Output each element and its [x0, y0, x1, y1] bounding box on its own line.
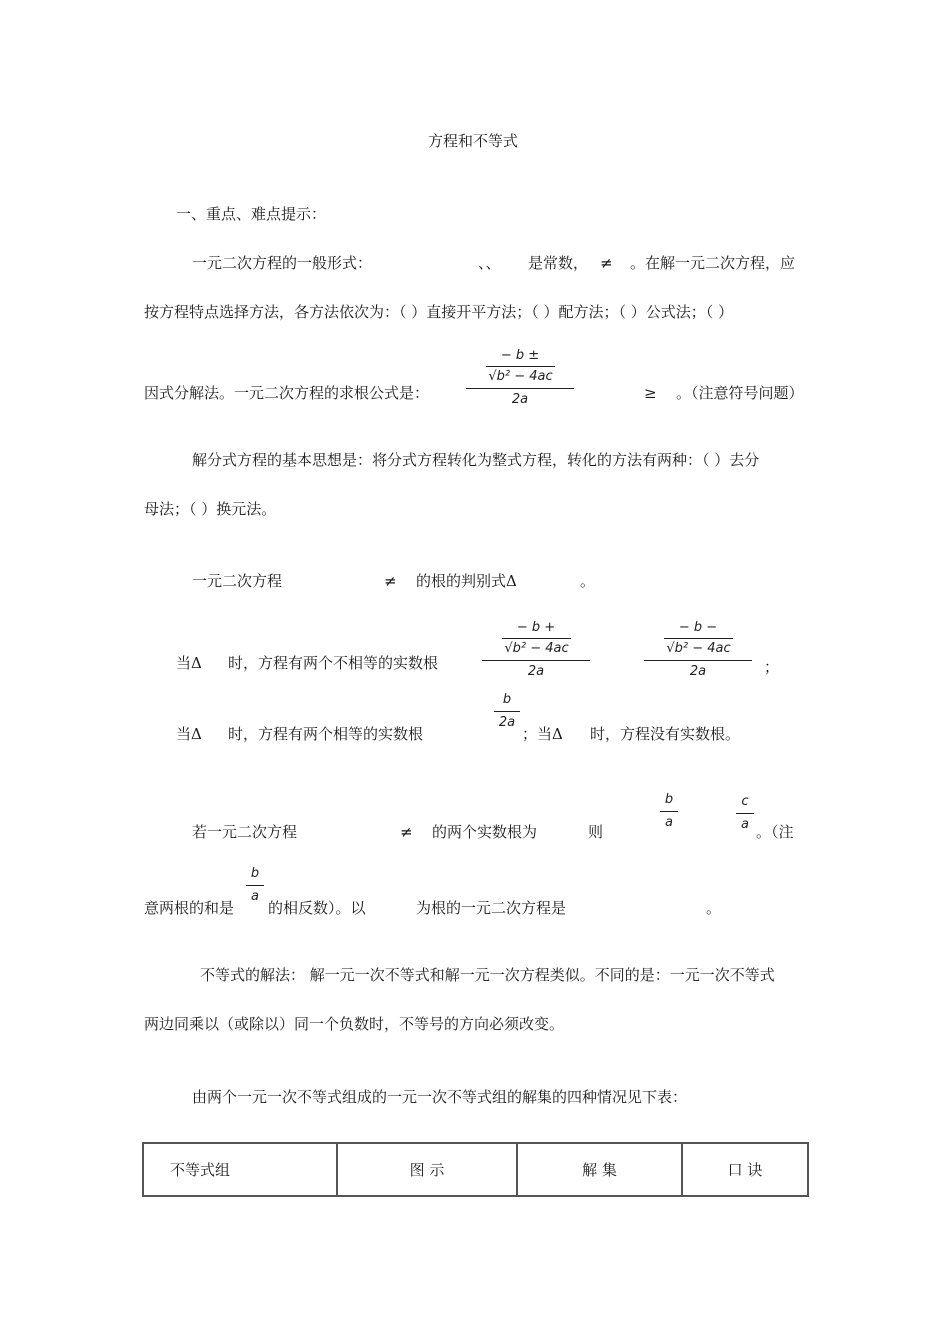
double-root-denominator: 2a [498, 715, 516, 730]
p2-line2: 母法；（ ）换元法。 [144, 500, 277, 518]
opposite-fraction-denominator: a [251, 889, 259, 904]
p1-line1-ne: ≠ [600, 254, 613, 272]
p4-line1-b: 的两个实数根为 [432, 823, 538, 841]
p5-line1: 不等式的解法： 解一元一次不等式和解一元一次方程类似。不同的是：一元一次不等式 [200, 966, 775, 984]
root2-radicand: √b² − 4ac [664, 638, 732, 659]
root2-denominator: 2a [689, 664, 707, 679]
p4-line2-c: 为根的一元二次方程是 [416, 899, 567, 917]
opposite-fraction [246, 864, 264, 907]
p1-line1-b: 、、 [478, 254, 501, 272]
quadratic-formula [466, 346, 574, 410]
formula-radicand: √b² − 4ac [486, 366, 554, 387]
p3-line2-a: 当Δ [176, 654, 202, 672]
table-header-diagram: 图 示 [337, 1143, 517, 1196]
opposite-fraction-numerator: b [250, 866, 260, 881]
p1-line3-a: 因式分解法。一元二次方程的求根公式是： [144, 384, 430, 402]
formula-denominator: 2a [511, 392, 529, 407]
double-root-formula [494, 690, 520, 733]
p4-line1-ne: ≠ [400, 823, 413, 841]
product-fraction-numerator: c [741, 794, 749, 809]
product-fraction-bar [736, 813, 754, 814]
p3-line2-end: ； [764, 658, 780, 676]
p3-line3-d: 时，方程没有实数根。 [590, 725, 741, 743]
p3-line1-ne: ≠ [384, 572, 397, 590]
p4-line2-end: 。 [706, 899, 722, 917]
root1-formula [482, 618, 590, 682]
table-header-row [143, 1143, 808, 1196]
p1-line1-a: 一元二次方程的一般形式： [192, 254, 373, 272]
p3-line3-a: 当Δ [176, 725, 202, 743]
table-header-mnemonic: 口 诀 [682, 1143, 808, 1196]
p3-line1-a: 一元二次方程 [192, 572, 283, 590]
p3-line1-c: 。 [580, 572, 596, 590]
root1-denominator: 2a [527, 664, 545, 679]
double-root-bar [494, 711, 520, 712]
p5-line2: 两边同乘以（或除以）同一个负数时，不等号的方向必须改变。 [144, 1015, 565, 1033]
sum-fraction [660, 790, 678, 833]
section-heading: 一、重点、难点提示： [176, 205, 327, 223]
root2-numerator: − b − √b² − 4ac [644, 618, 752, 659]
p4-line1-end: 。（注 [756, 823, 794, 841]
root1-numerator: − b + √b² − 4ac [482, 618, 590, 659]
p4-line1-c: 则 [588, 823, 604, 841]
p4-line2-b: 的相反数）。以 [268, 899, 366, 917]
sum-fraction-numerator: b [664, 792, 674, 807]
p1-line1-c: 是常数， [528, 254, 589, 272]
root1-radicand: √b² − 4ac [502, 638, 570, 659]
sum-fraction-denominator: a [665, 815, 673, 830]
p4-line1-a: 若一元二次方程 [192, 823, 298, 841]
product-fraction [736, 792, 754, 835]
p2-line1: 解分式方程的基本思想是：将分式方程转化为整式方程，转化的方法有两种：（ ）去分 [192, 451, 760, 469]
p3-line2-b: 时，方程有两个不相等的实数根 [228, 654, 439, 672]
opposite-fraction-bar [246, 885, 264, 886]
p1-line3-ge: ≥ [644, 384, 657, 402]
inequality-system-table [142, 1142, 809, 1197]
p6-line1: 由两个一元一次不等式组成的一元一次不等式组的解集的四种情况见下表： [192, 1088, 688, 1106]
root2-bar [644, 660, 752, 661]
double-root-numerator: b [502, 692, 512, 707]
table-header-system: 不等式组 [143, 1143, 337, 1196]
p1-line2: 按方程特点选择方法，各方法依次为：（ ）直接开平方法；（ ）配方法；（ ）公式法；（ ） [144, 303, 734, 321]
p1-line1-d: 。在解一元二次方程，应 [630, 254, 796, 272]
product-fraction-denominator: a [741, 817, 749, 832]
root2-formula [644, 618, 752, 682]
table-header-solution: 解 集 [517, 1143, 682, 1196]
formula-numerator: − b ± √b² − 4ac [466, 346, 574, 387]
p3-line3-b: 时，方程有两个相等的实数根 [228, 725, 424, 743]
p4-line2-a: 意两根的和是 [144, 899, 235, 917]
page-title: 方程和不等式 [428, 132, 519, 150]
sum-fraction-bar [660, 811, 678, 812]
formula-bar [466, 388, 574, 389]
p3-line3-c: ；当Δ [522, 725, 563, 743]
root1-bar [482, 660, 590, 661]
p3-line1-b: 的根的判别式Δ [416, 572, 517, 590]
p1-line3-b: 。（注意符号问题） [676, 384, 804, 402]
